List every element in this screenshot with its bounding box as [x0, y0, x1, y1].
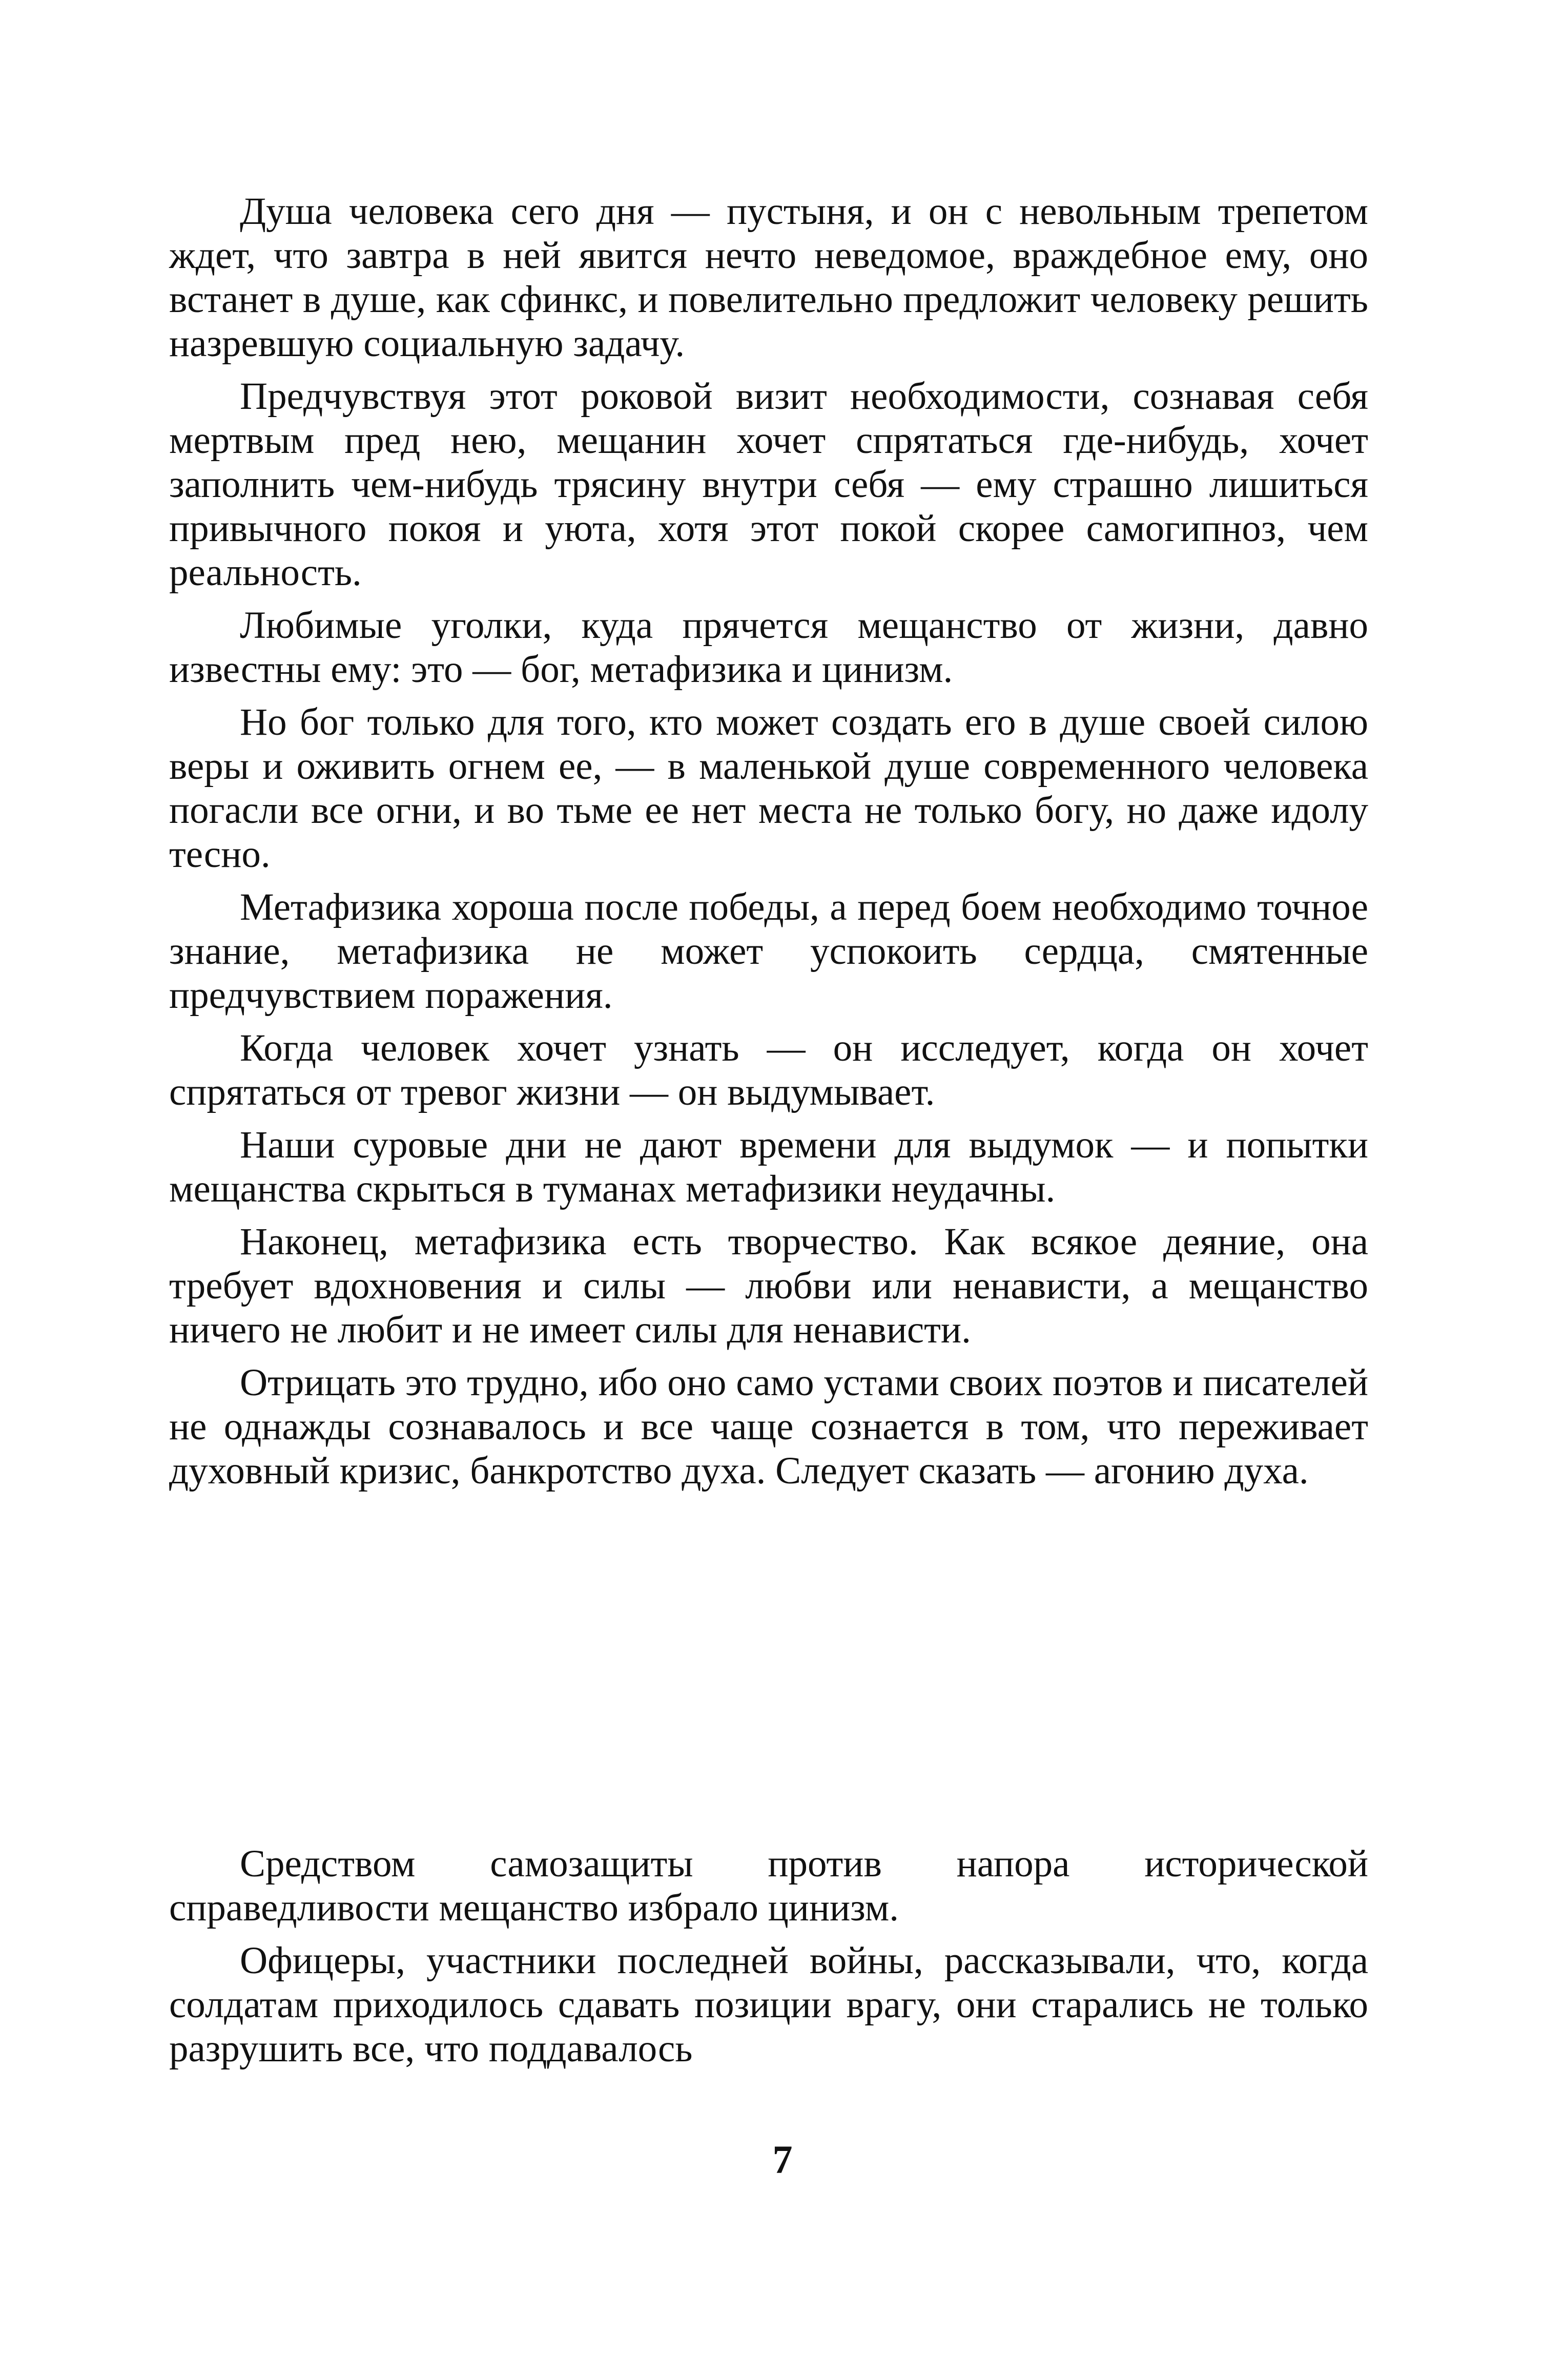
paragraph: Офицеры, участники последней войны, рассказывали, что, когда солдатам приходилось сдавать позиции врагу, они старались не только разрушить все, что поддавалось: [169, 1939, 1368, 2070]
paragraph: Средством самозащиты против напора исторической справедливости мещанство избрало цинизм.: [169, 1843, 1368, 1929]
paragraph: Когда человек хочет узнать — он исследует, когда он хочет спрятаться от тревог жизни — он выдумывает.: [169, 1027, 1368, 1113]
paragraph: Наши суровые дни не дают времени для выдумок — и попытки мещанства скрыться в туманах метафизики неудачны.: [169, 1124, 1368, 1210]
paragraph: Но бог только для того, кто может создать его в душе своей силою веры и оживить огнем ее, — в маленькой душе современного человека погасли все огни, и во тьме ее нет места не только богу, но даже идолу тесно.: [169, 701, 1368, 876]
main-text: [169, 190, 1368, 1502]
second-section-text: [169, 1842, 1368, 2080]
page-number: 7: [772, 2137, 793, 2182]
paragraph: Наконец, метафизика есть творчество. Как всякое деяние, она требует вдохновения и силы — любви или ненависти, а мещанство ничего не любит и не имеет силы для ненависти.: [169, 1220, 1368, 1351]
paragraph: Душа человека сего дня — пустыня, и он с невольным трепетом ждет, что завтра в ней явится нечто неведомое, враждебное ему, оно встанет в душе, как сфинкс, и повелительно предложит человеку решить назревшую социальную задачу.: [169, 190, 1368, 365]
paragraph: Предчувствуя этот роковой визит необходимости, сознавая себя мертвым пред нею, мещанин хочет спрятаться где-нибудь, хочет заполнить чем-нибудь трясину внутри себя — ему страшно лишиться привычного покоя и уюта, хотя этот покой скорее самогипноз, чем реальность.: [169, 375, 1368, 594]
paragraph: Любимые уголки, куда прячется мещанство от жизни, давно известны ему: это — бог, метафизика и цинизм.: [169, 604, 1368, 691]
paragraph: Отрицать это трудно, ибо оно само устами своих поэтов и писателей не однажды сознавалось и все чаще сознается в том, что переживает духовный кризис, банкротство духа. Следует сказать — агонию духа.: [169, 1361, 1368, 1492]
paragraph: Метафизика хороша после победы, а перед боем необходимо точное знание, метафизика не может успокоить сердца, смятенные предчувствием поражения.: [169, 886, 1368, 1017]
